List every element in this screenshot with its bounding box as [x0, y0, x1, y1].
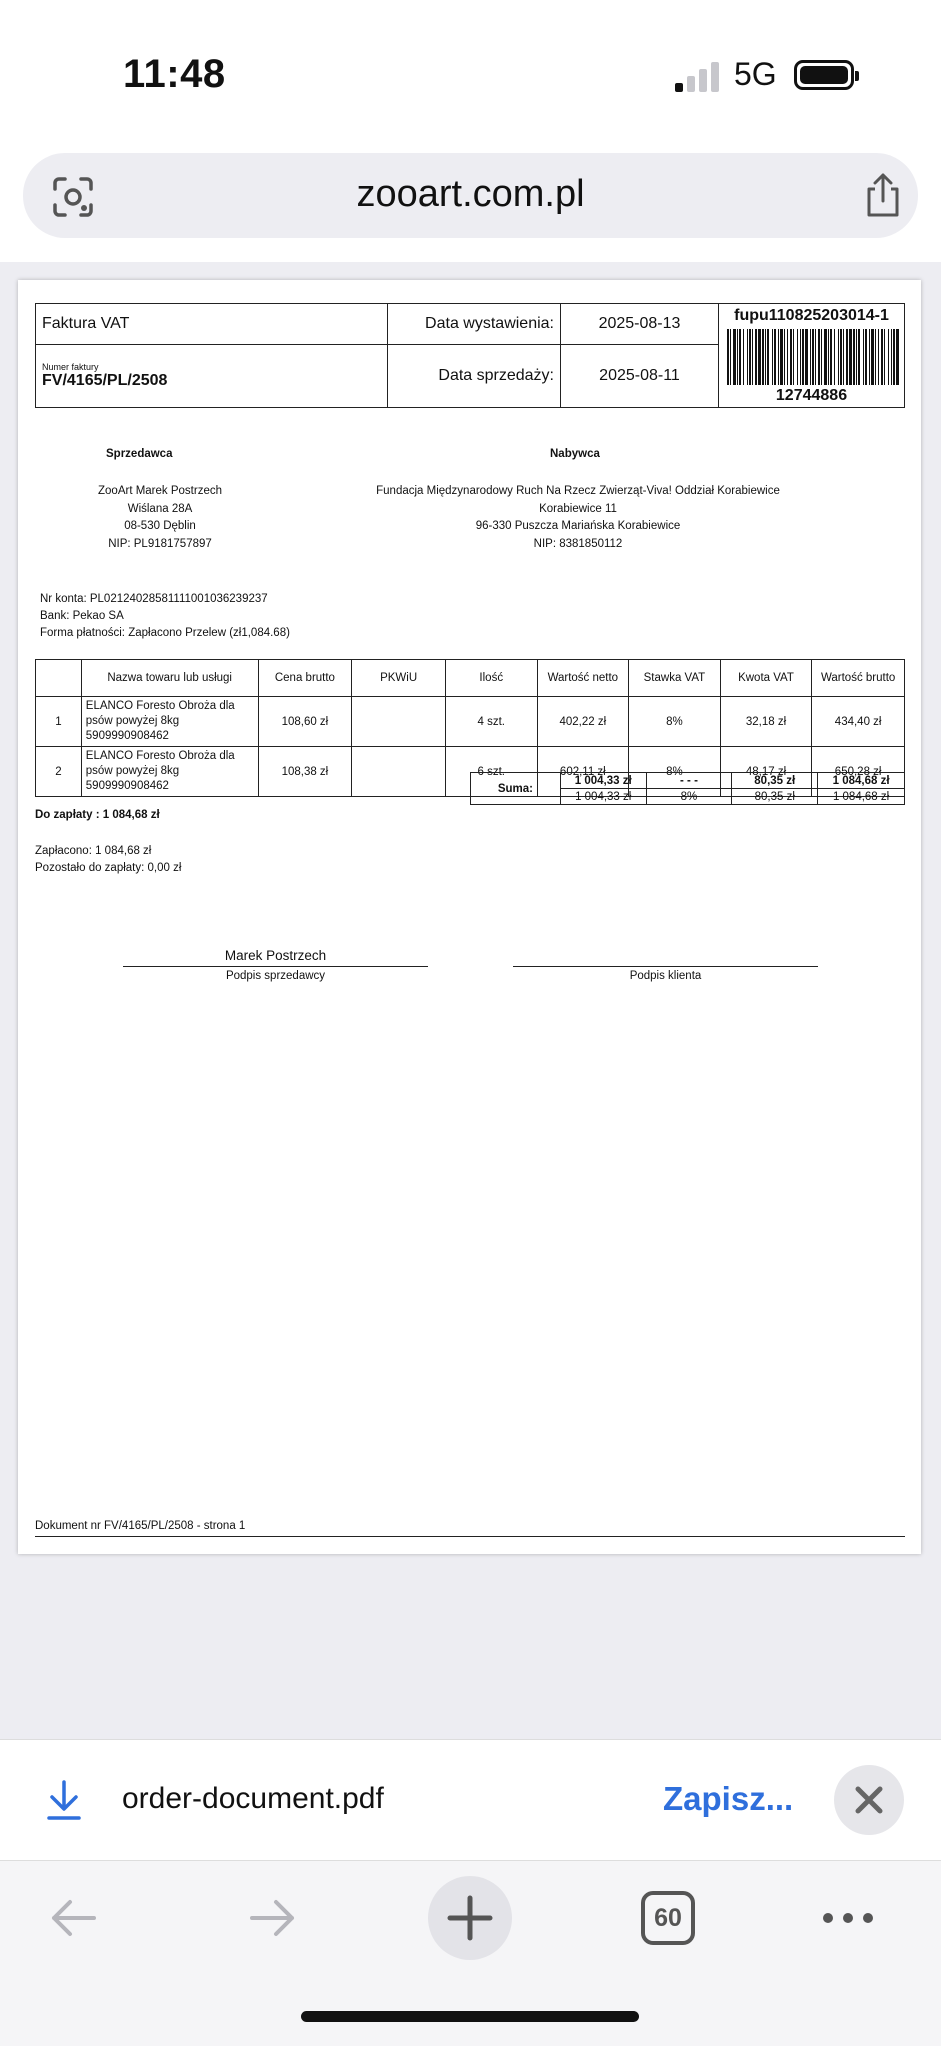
item-net: 602,11 zł: [537, 747, 629, 797]
seller-signature-line: [123, 966, 428, 967]
buyer-city: 96-330 Puszcza Mariańska Korabiewice: [475, 520, 681, 532]
invoice-header: [35, 303, 905, 408]
sum-rate-net: 1 004,33 zł: [560, 789, 646, 805]
remaining-amount: Pozostało do zapłaty: 0,00 zł: [35, 862, 182, 874]
table-row: [36, 697, 905, 747]
back-icon[interactable]: [44, 1888, 104, 1948]
col-name: Nazwa towaru lub usługi: [81, 660, 258, 697]
col-qty: Ilość: [445, 660, 537, 697]
barcode-code: fupu110825203014-1: [734, 306, 889, 324]
bank-name: Bank: Pekao SA: [40, 610, 124, 622]
item-vat: 32,18 zł: [720, 697, 812, 747]
item-net: 402,22 zł: [537, 697, 629, 747]
seller-nip: NIP: PL9181757897: [108, 537, 212, 550]
download-filename: order-document.pdf: [122, 1782, 384, 1815]
col-pkwiu: PKWiU: [352, 660, 446, 697]
barcode-number: 12744886: [775, 386, 848, 404]
seller-signature-label: Podpis sprzedawcy: [225, 970, 326, 982]
issue-date-label: Data wystawienia:: [388, 304, 561, 345]
item-qty: 6 szt.: [445, 747, 537, 797]
buyer-street: Korabiewice 11: [539, 502, 617, 515]
signal-icon: [675, 62, 719, 92]
sum-rate-vat: 80,35 zł: [732, 789, 818, 805]
share-icon[interactable]: [861, 171, 905, 219]
status-bar: [0, 0, 941, 150]
footer-line: [35, 1536, 905, 1537]
item-price: 108,38 zł: [258, 747, 352, 797]
seller-name: ZooArt Marek Postrzech: [98, 485, 222, 497]
seller-signature-name: Marek Postrzech: [224, 948, 327, 963]
sale-date-label: Data sprzedaży:: [388, 345, 561, 408]
totals-table: [470, 772, 905, 805]
to-pay: Do zapłaty : 1 084,68 zł: [35, 809, 160, 821]
invoice-title: Faktura VAT: [42, 315, 130, 333]
sum-rate-gross: 1 084,68 zł: [818, 789, 905, 805]
url-text[interactable]: zooart.com.pl: [356, 173, 585, 215]
item-lp: 2: [36, 747, 82, 797]
seller-street: Wiślana 28A: [127, 502, 193, 515]
close-icon: [834, 1765, 904, 1835]
col-net: Wartość netto: [537, 660, 629, 697]
item-price: 108,60 zł: [258, 697, 352, 747]
invoice-title-cell: [36, 304, 388, 345]
plus-icon: [428, 1876, 512, 1960]
invoice-number-label: Numer faktury: [42, 362, 99, 373]
page-footer: Dokument nr FV/4165/PL/2508 - strona 1: [35, 1520, 246, 1532]
battery-icon: [794, 60, 854, 90]
item-qty: 4 szt.: [445, 697, 537, 747]
item-name: ELANCO Foresto Obroża dla psów powyżej 8kg 5909990908462: [81, 697, 258, 747]
payment-method: Forma płatności: Zapłacono Przelew (zł1,084.68): [40, 627, 290, 639]
address-bar[interactable]: [23, 153, 918, 238]
barcode-image: [725, 329, 899, 385]
item-name: ELANCO Foresto Obroża dla psów powyżej 8kg 5909990908462: [81, 747, 258, 797]
col-rate: Stawka VAT: [629, 660, 721, 697]
seller-city: 08-530 Dęblin: [124, 520, 196, 532]
barcode-cell: [719, 304, 905, 408]
seller-block: [35, 483, 285, 553]
item-rate: 8%: [629, 747, 721, 797]
forward-icon[interactable]: [242, 1888, 302, 1948]
item-gross: 650,28 zł: [812, 747, 905, 797]
sum-gross: 1 084,68 zł: [818, 773, 905, 789]
buyer-heading: Nabywca: [550, 448, 600, 460]
close-download-button[interactable]: [834, 1765, 904, 1835]
col-lp: [36, 660, 82, 697]
item-pkwiu: [352, 697, 446, 747]
new-tab-button[interactable]: [428, 1876, 512, 1960]
buyer-block: [328, 483, 828, 553]
item-vat: 48,17 zł: [720, 747, 812, 797]
col-vat: Kwota VAT: [720, 660, 812, 697]
payment-info: [40, 591, 290, 642]
item-rate: 8%: [629, 697, 721, 747]
tabs-button[interactable]: [641, 1891, 695, 1945]
item-gross: 434,40 zł: [812, 697, 905, 747]
more-icon[interactable]: [818, 1901, 878, 1935]
home-indicator: [301, 2011, 639, 2022]
seller-heading: Sprzedawca: [106, 448, 173, 460]
buyer-name: Fundacja Międzynarodowy Ruch Na Rzecz Zwierząt-Viva! Oddział Korabiewice: [376, 485, 780, 497]
sum-net: 1 004,33 zł: [560, 773, 646, 789]
item-pkwiu: [352, 747, 446, 797]
invoice-number-cell: [36, 345, 388, 408]
items-header-row: [36, 660, 905, 697]
sum-label: Suma:: [471, 773, 561, 805]
download-icon: [44, 1778, 84, 1822]
pdf-page: [18, 280, 921, 1554]
paid-amount: Zapłacono: 1 084,68 zł: [35, 845, 152, 857]
download-bar: [0, 1739, 941, 1860]
col-gross: Wartość brutto: [812, 660, 905, 697]
network-label: 5G: [734, 56, 777, 92]
payment-summary: [35, 843, 181, 877]
client-signature-label: Podpis klienta: [629, 970, 702, 982]
issue-date: 2025-08-13: [561, 304, 719, 345]
sale-date: 2025-08-11: [561, 345, 719, 408]
invoice-number: FV/4165/PL/2508: [42, 372, 168, 390]
account-number: Nr konta: PL02124028581111001036239237: [40, 593, 268, 605]
sum-rate: - - -: [646, 773, 732, 789]
sum-rate-rate: 8%: [646, 789, 732, 805]
sum-vat: 80,35 zł: [732, 773, 818, 789]
col-price: Cena brutto: [258, 660, 352, 697]
buyer-nip: NIP: 8381850112: [533, 537, 623, 550]
item-lp: 1: [36, 697, 82, 747]
status-time: 11:48: [123, 52, 226, 96]
save-button[interactable]: Zapisz...: [663, 1780, 794, 1817]
tab-count: 60: [654, 1904, 682, 1932]
client-signature-line: [513, 966, 818, 967]
